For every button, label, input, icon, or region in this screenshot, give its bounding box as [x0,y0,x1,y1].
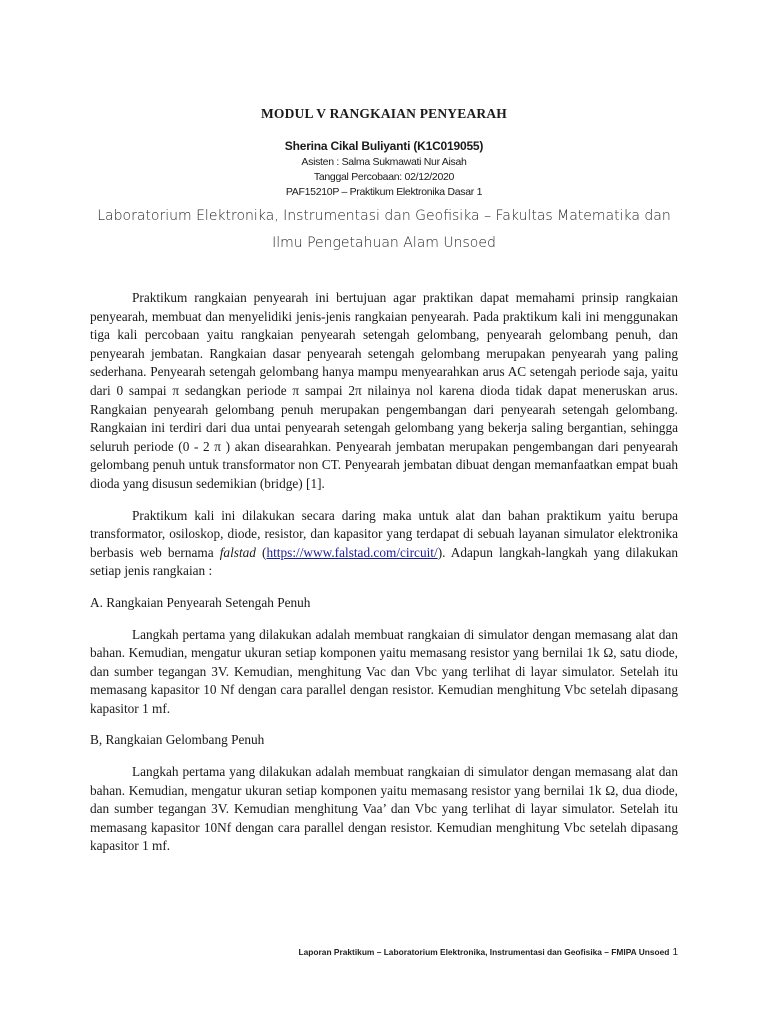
document-title: MODUL V RANGKAIAN PENYEARAH [260,106,508,121]
lab-line-2: Ilmu Pengetahuan Alam Unsoed [272,235,496,251]
method-text-open: ( [255,544,267,560]
author-name: Sherina Cikal Buliyanti (K1C019055) [284,139,484,153]
section-b-paragraph: Langkah pertama yang dilakukan adalah membuat rangkaian di simulator dengan memasang alat dan bahan. Kemudian, mengatur ukuran setiap komponen yaitu memasang resistor yang bernilai 1k Ω, dua diode, dan sumber tegangan 3V. Kemudian menghitung Vaa’ dan Vbc yang terlihat di layar simulator. Setelah itu memasang kapasitor 10Nf dengan cara parallel dengan resistor. Kemudian menghitung Vbc setelah dipasang kapasitor 1 mf. [90,764,678,854]
course-line: PAF15210P – Praktikum Elektronika Dasar 1 [285,186,483,198]
section-b-heading: B, Rangkaian Gelombang Penuh [90,732,265,748]
page-footer [299,947,678,958]
section-a-paragraph: Langkah pertama yang dilakukan adalah membuat rangkaian di simulator dengan memasang alat dan bahan. Kemudian, mengatur ukuran setiap komponen yaitu memasang resistor yang bernilai 1k Ω, satu diode, dan sumber tegangan 3V. Kemudian, menghitung Vac dan Vbc yang terlihat di layar simulator. Setelah itu memasang kapasitor 10 Nf dengan cara parallel dengan resistor. Kemudian menghitung Vbc setelah dipasang kapasitor 1 mf. [90,626,678,716]
intro-paragraph: Praktikum rangkaian penyearah ini bertujuan agar praktikan dapat memahami prinsip rangkaian penyearah, membuat dan menyelidiki jenis-jenis rangkaian penyearah. Pada praktikum kali ini menggunakan tiga kali percobaan yaitu rangkaian penyearah setengah gelombang, penyearah gelombang penuh, dan penyearah jembatan. Rangkaian dasar penyearah setengah gelombang merupakan penyearah yang paling sederhana. Penyearah setengah gelombang hanya mampu menyearahkan arus AC setengah periode saja, yaitu dari 0 sampai π sedangkan periode π sampai 2π nilainya nol karena dioda tidak dapat meneruskan arus. Rangkaian penyearah gelombang penuh merupakan pengembangan dari penyearah setengah gelombang. Rangkaian ini terdiri dari dua untai penyearah setengah gelombang yang bekerja saling bergantian, sehingga seluruh periode (0 - 2 π ) akan disearahkan. Penyearah jembatan merupakan pengembangan dari penyearah gelombang penuh untuk transformator non CT. Penyearah jembatan dibuat dengan memanfaatkan empat buah dioda yang disusun sedemikian (bridge) [1]. [90,290,678,491]
laboratory-affiliation [90,203,678,257]
footer-text: Laporan Praktikum – Laboratorium Elektronika, Instrumentasi dan Geofisika – FMIPA Unsoed [298,947,670,957]
simulator-name: falstad [219,544,256,560]
document-body [90,289,678,869]
section-a-heading: A. Rangkaian Penyearah Setengah Penuh [90,594,311,610]
falstad-link[interactable]: https://www.falstad.com/circuit/ [266,544,438,560]
page-number: 1 [672,947,678,958]
lab-line-1: Laboratorium Elektronika, Instrumentasi dan Geofisika – Fakultas Matematika dan [97,208,671,224]
method-text-end: ). Adapun langkah-langkah yang dilakukan setiap jenis rangkaian : [90,544,678,579]
method-paragraph [90,507,678,581]
assistant-line: Asisten : Salma Sukmawati Nur Aisah [301,156,467,168]
method-text-start: Praktikum kali ini dilakukan secara daring maka untuk alat dan bahan praktikum yaitu berupa transformator, osiloskop, diode, resistor, dan kapasitor yang terdapat di sebuah layanan simulator elektronika berbasis web bernama [90,507,678,560]
experiment-date: Tanggal Percobaan: 02/12/2020 [313,171,455,183]
